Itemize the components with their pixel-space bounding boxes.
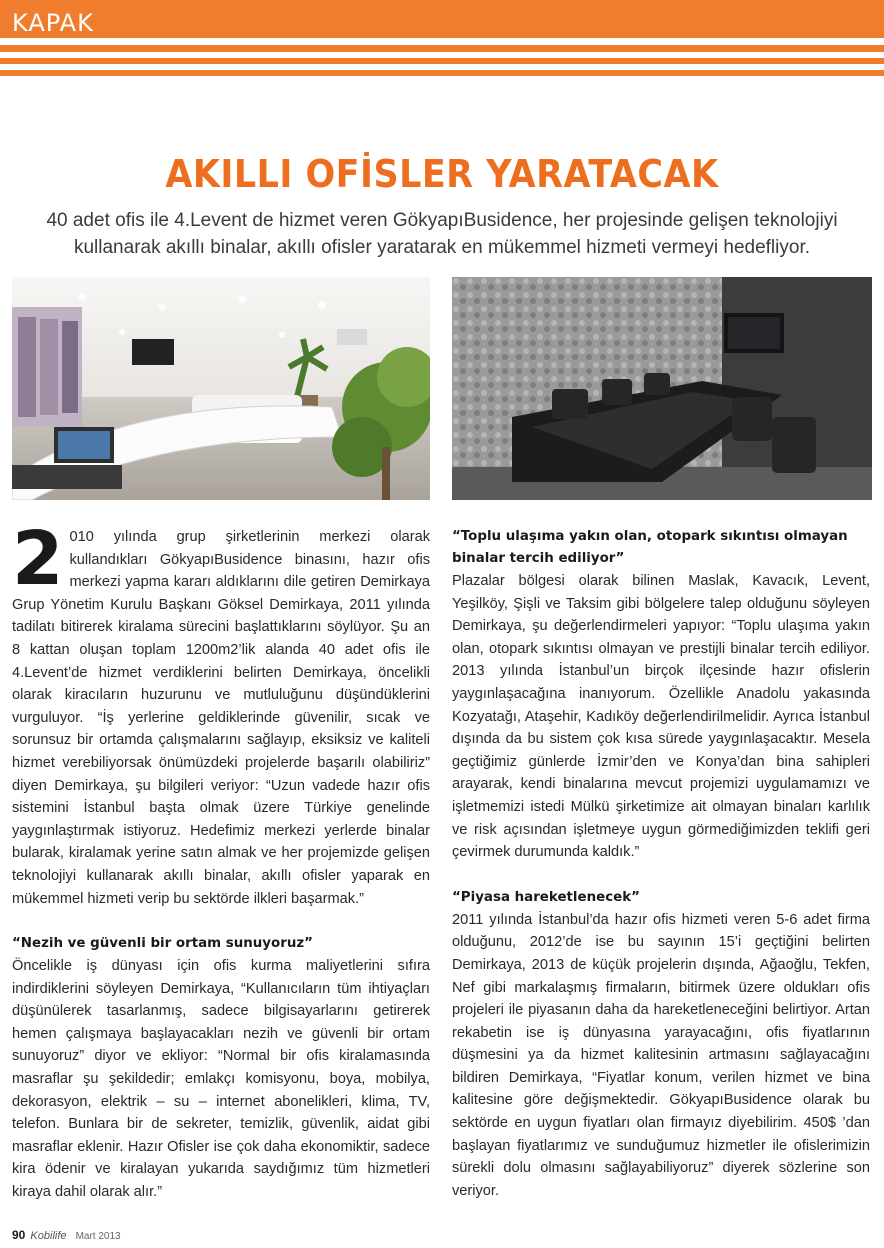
meeting-room-photo [452,277,872,500]
lobby-photo [12,277,430,500]
header-stripe-2 [0,58,884,64]
paragraph-locations: Plazalar bölgesi olarak bilinen Maslak, Kavacık, Levent, Yeşilköy, Şişli ve Taksim gibi bölgelere talep olduğunu söyleyen Demirkaya, şu değerlendirmeleri yapıyor: “Toplu ulaşıma yakın olan, otopark sıkıntısı olmayan ve prestijli binalar tercih ediliyor. 2013 yılında İstanbul’un birçok ilçesinde hazır ofislerin yaygınlaşacağına inanıyorum. Özellikle Anadolu yakasında Kozyatağı, Ataşehir, Kadıköy değerlendirilmelidir. Ayrıca İstanbul dışında da bu sistem çok kısa sürede yaygınlaşacaktır. Mesela geçtiğimiz günlerde İzmir’den ve Konya’dan bina sahipleri arayarak, kendi binalarına mevcut projemizi uygulamamızı ve işletmemizi istedi Mülkü şirketimize ait olmayan binaları karlılık ve risk açısından işletmeye uygun görmediğimizden teklifi geri çevirmek durumunda kaldık.” [452,573,870,861]
subheading-market: “Piyasa hareketlenecek” [452,889,640,905]
lobby-illustration [12,277,430,500]
column-right [452,526,870,1202]
header-bar [0,0,884,38]
meeting-room-illustration [452,277,872,500]
article-title: AKILLI OFİSLER YARATACAK [165,152,719,196]
page-footer [12,1228,121,1242]
magazine-name: Kobilife [30,1230,67,1242]
section-label: KAPAK [12,9,94,37]
header-stripe-1 [0,45,884,52]
article-lead: 40 adet ofis ile 4.Levent de hizmet veren GökyapıBusidence, her projesinde gelişen teknolojiyi kullanarak akıllı binalar, akıllı ofisler yaratarak en mükemmel hizmeti vermeyi hedefliyor. [46,210,838,258]
paragraph-intro: 010 yılında grup şirketlerinin merkezi olarak kullandıkları GökyapıBusidence binasını, hazır ofis merkezi yapma kararı aldıklarını dile getiren Demirkaya Grup Yönetim Kurulu Başkanı Göksel Demirkaya, 2011 yılında tadilatı bitirerek kiralama sürecini başlattıklarını söylüyor. Şu an 8 kattan oluşan toplam 1200m2’lik alanda 40 adet ofis ile 4.Levent’de hizmet verdiklerini belirten Demirkaya, öncelikli olarak kiracıların huzurunu ve mutluluğunu düşündüklerini vurguluyor. “İş yerlerine geldiklerinde güvenilir, sıcak ve sorunsuz bir ortamda çalışmalarını sağlayıp, eksiksiz ve kaliteli hizmet verebiliyorsak önümüzdeki projelerde başarılı olabiliriz” diyen Demirkaya, şu bilgileri veriyor: “Uzun vadede hazır ofis sistemini İstanbul başta olmak üzere Türkiye genelinde yaygınlaştırmak istiyoruz. Hedefimiz merkezi yerlerde binalar bularak, kiralamak yerine satın almak ve her projemizde gelişen teknolojiyi kullanarak akıllı binalar, akıllı ofisler yaparak en mükemmel hizmeti verip bu sektörde ilkleri başarmak.” [12,529,430,907]
header-stripe-3 [0,70,884,76]
subheading-transport: “Toplu ulaşıma yakın olan, otopark sıkıntısı olmayan binalar tercih ediliyor” [452,529,848,566]
page-number: 90 [12,1228,26,1242]
subheading-safe-environment: “Nezih ve güvenli bir ortam sunuyoruz” [12,936,313,952]
drop-cap: 2 [12,516,64,602]
issue-date: Mart 2013 [75,1231,121,1242]
column-left [12,516,430,1204]
paragraph-market: 2011 yılında İstanbul’da hazır ofis hizmeti veren 5-6 adet firma olduğunu, 2012’de ise bu sayının 15’i geçtiğini belirten Demirkaya, 2013 de küçük projelerin dışında, Ağaoğlu, Tekfen, Nef gibi markalaşmış firmaların, bitirmek üzere oldukları ofis projeleri ile piyasanın daha da hareketleneceğini belirtiyor. Artan rekabetin ise iş dünyasına yarayacağını, ofis fiyatlarının düşmesini ya da hizmet kalitesinin artmasını sağlayacağını bildiren Demirkaya, “Fiyatlar konum, verilen hizmet ve bina kalitesine göre değişmektedir. GökyapıBusidence olarak bu sektörde en uygun fiyatları olan firmayız diyebilirim. 450$ ’dan başlayan fiyatlarımız ve sunduğumuz hizmetler ile ofislerimizin sürekli dolu olmasını sağlayabiliyoruz” diyerek sözlerine son veriyor. [452,911,870,1199]
paragraph-costs: Öncelikle iş dünyası için ofis kurma maliyetlerini sıfıra indirdiklerini söyleyen Demirkaya, “Kullanıcıların tüm ihtiyaçları düşünülerek tasarlanmış, sadece bilgisayarlarını getirerek hemen çalışmaya başlayacakları nezih ve güvenli bir ortam sunuyoruz” diyor ve ekliyor: “Normal bir ofis kiralamasında masraflar şu şekildedir; emlakçı komisyonu, boya, mobilya, dekorasyon, elektrik – su – internet abonelikleri, klima, TV, telefon. Bunlara bir de sekreter, temizlik, güvenlik, aidat gibi masraflar eklenir. Hazır Ofisler ise çok daha ekonomiktir, sadece kira ödenir ve kiralayan yukarıda saydığımız tüm hizmetleri kiraya dahil olarak alır.” [12,958,430,1201]
